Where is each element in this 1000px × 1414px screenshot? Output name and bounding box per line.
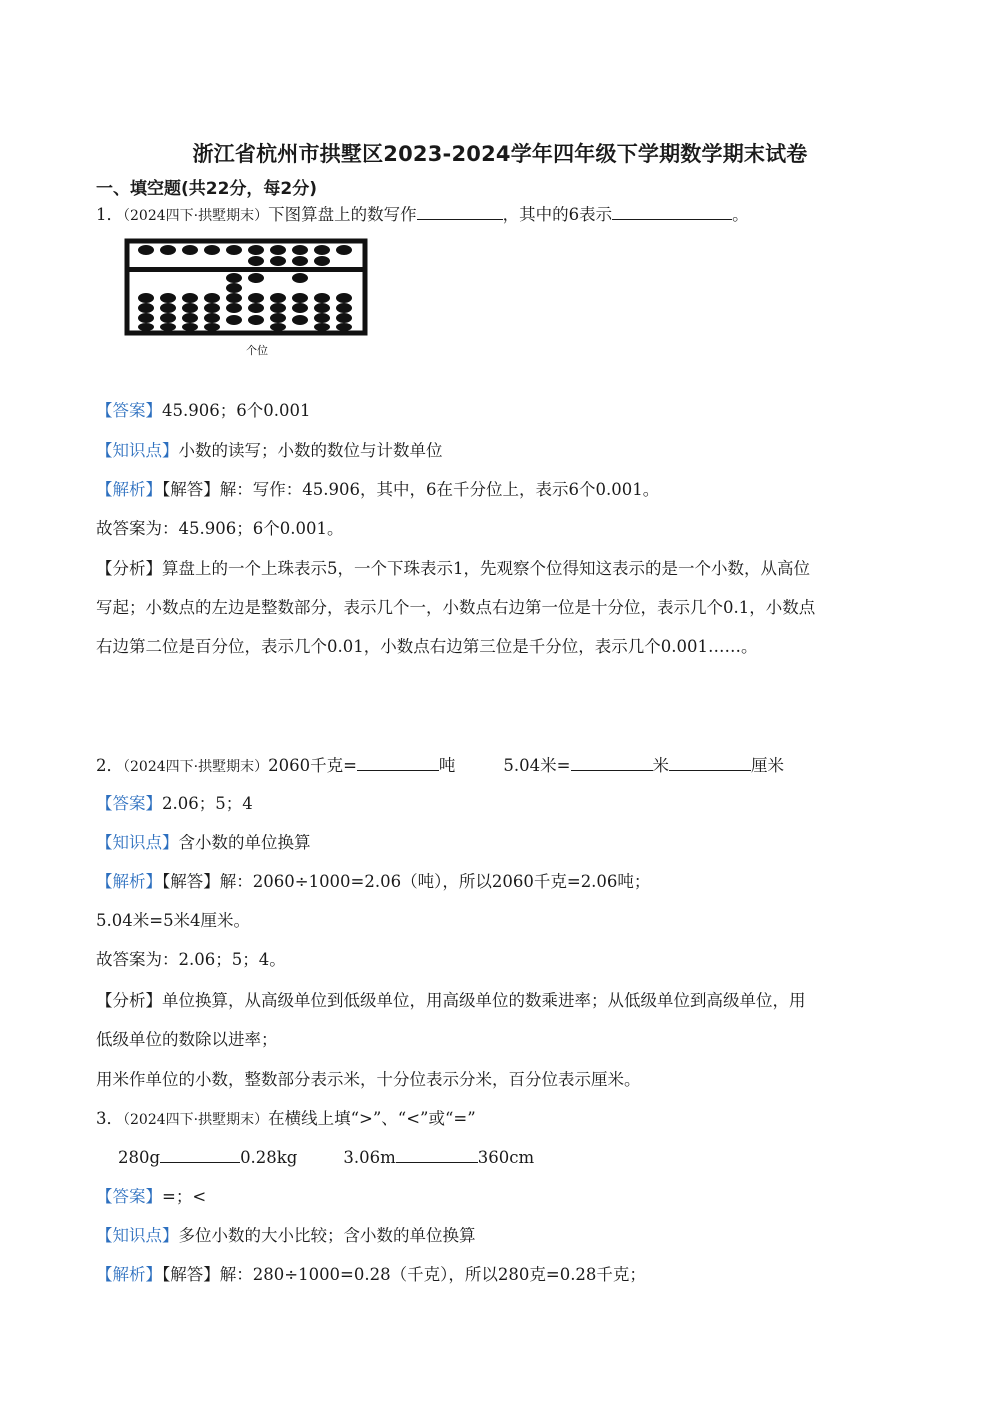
comparison-items [118, 1146, 534, 1169]
answer-blank [417, 203, 503, 220]
conclusion-line: 故答案为：2.06；5；4。 [96, 950, 286, 969]
question-text: 5.04米= [503, 756, 571, 775]
comparison-left: 280g [118, 1148, 161, 1167]
section-heading: 一、填空题(共22分，每2分) [96, 179, 318, 199]
knowledge-tag: 【知识点】 [96, 441, 179, 460]
analysis-line [96, 871, 650, 893]
knowledge-text: 小数的读写；小数的数位与计数单位 [178, 441, 443, 460]
page-title: 浙江省杭州市拱墅区2023-2024学年四年级下学期数学期末试卷 [192, 142, 808, 166]
answer-line [96, 1186, 206, 1208]
comparison-right: 0.28kg [240, 1148, 298, 1167]
explanation-line: 【分析】单位换算，从高级单位到低级单位，用高级单位的数乘进率；从低级单位到高级单位，用 [96, 991, 806, 1010]
answer-tag: 【答案】 [96, 794, 162, 813]
analysis-line-2: 5.04米=5米4厘米。 [96, 911, 251, 930]
analysis-line [96, 1264, 646, 1286]
analysis-line [96, 479, 659, 501]
explanation-line: 【分析】算盘上的一个上珠表示5，一个下珠表示1，先观察个位得知这表示的是一个小数，从高位 [96, 559, 810, 578]
abacus-label: 个位 [246, 344, 268, 357]
knowledge-text: 含小数的单位换算 [178, 833, 311, 852]
question-text: 吨 [438, 756, 456, 775]
analysis-text: 【解答】解：280÷1000=0.28（千克），所以280克=0.28千克； [162, 1265, 646, 1284]
question-number: 3． [96, 1109, 123, 1128]
analysis-text: 【解答】解：2060÷1000=2.06（吨），所以2060千克=2.06吨； [162, 872, 651, 891]
answer-text: =；< [162, 1187, 207, 1206]
answer-text: 2.06；5；4 [162, 794, 253, 813]
answer-line [96, 400, 310, 422]
knowledge-line [96, 1225, 476, 1247]
knowledge-line [96, 832, 311, 854]
question-number: 2． [96, 756, 123, 775]
answer-tag: 【答案】 [96, 1187, 162, 1206]
explanation-line: 右边第二位是百分位，表示几个0.01，小数点右边第三位是千分位，表示几个0.001……。 [96, 637, 758, 656]
question-text: ，其中的6表示 [502, 205, 613, 224]
answer-blank [160, 1146, 240, 1163]
question-source: （2024四下·拱墅期末） [123, 759, 269, 775]
knowledge-tag: 【知识点】 [96, 833, 179, 852]
question-text: 米 [652, 756, 669, 775]
question-source: （2024四下·拱墅期末） [123, 208, 269, 224]
question-2 [96, 754, 784, 778]
question-text: 在横线上填“>”、“<”或“=” [268, 1109, 476, 1128]
question-text: 。 [732, 205, 749, 224]
abacus-figure [124, 236, 370, 362]
knowledge-tag: 【知识点】 [96, 1226, 179, 1245]
comparison-left: 3.06m [343, 1148, 396, 1167]
explanation-line: 写起；小数点的左边是整数部分，表示几个一，小数点右边第一位是十分位，表示几个0.1，小数点 [96, 598, 816, 617]
analysis-tag: 【解析】 [96, 872, 162, 891]
analysis-tag: 【解析】 [96, 480, 162, 499]
analysis-tag: 【解析】 [96, 1265, 162, 1284]
answer-blank [571, 754, 653, 771]
answer-blank [357, 754, 439, 771]
knowledge-line [96, 440, 443, 462]
explanation-line: 低级单位的数除以进率； [96, 1030, 278, 1049]
question-source: （2024四下·拱墅期末） [123, 1112, 269, 1128]
answer-blank [396, 1146, 478, 1163]
explanation-line: 用米作单位的小数，整数部分表示米，十分位表示分米，百分位表示厘米。 [96, 1070, 641, 1089]
answer-text: 45.906；6个0.001 [162, 401, 311, 420]
comparison-right: 360cm [477, 1148, 535, 1167]
answer-line [96, 793, 253, 815]
question-number: 1． [96, 205, 123, 224]
abacus-beads [138, 245, 352, 331]
analysis-text: 【解答】解：写作：45.906，其中，6在千分位上，表示6个0.001。 [162, 480, 660, 499]
question-3 [96, 1108, 476, 1131]
knowledge-text: 多位小数的大小比较；含小数的单位换算 [178, 1226, 476, 1245]
question-text: 下图算盘上的数写作 [268, 205, 417, 224]
question-text: 厘米 [751, 756, 784, 775]
conclusion-line: 故答案为：45.906；6个0.001。 [96, 519, 344, 538]
answer-blank [612, 203, 732, 220]
answer-blank [669, 754, 751, 771]
question-1 [96, 203, 749, 227]
answer-tag: 【答案】 [96, 401, 162, 420]
question-text: 2060千克= [268, 756, 357, 775]
